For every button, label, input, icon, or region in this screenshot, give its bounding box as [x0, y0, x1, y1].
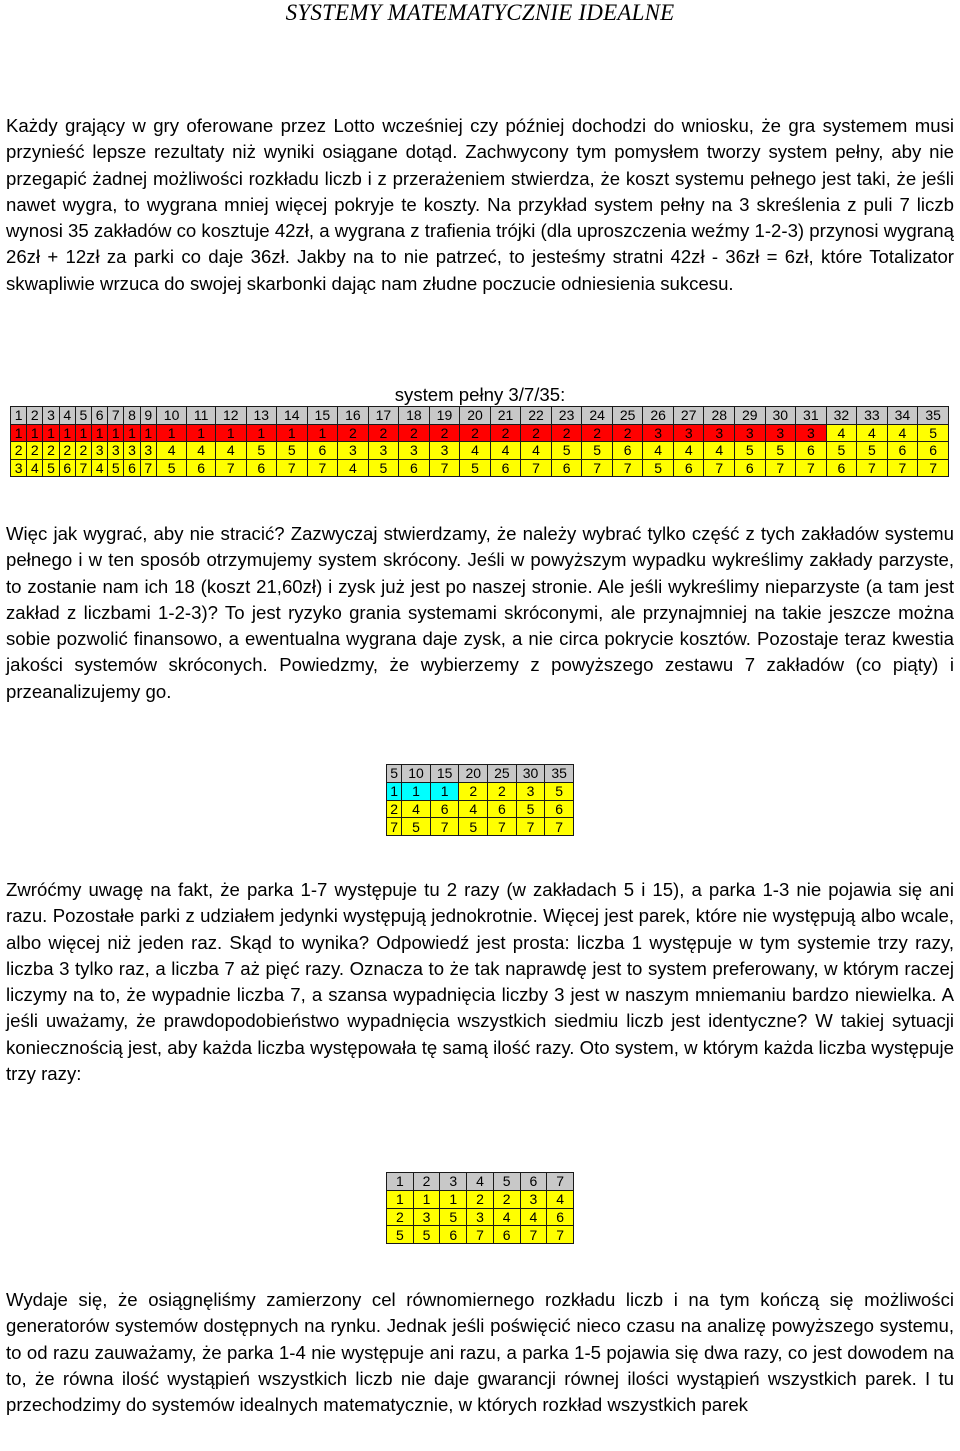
- table-row: [387, 1226, 574, 1244]
- table-cell: 1: [108, 424, 124, 442]
- table-cell: 7: [467, 1226, 494, 1244]
- table-cell: 2: [551, 424, 582, 442]
- table-cell: 2: [338, 424, 369, 442]
- table-cell: 6: [490, 459, 521, 477]
- header-cell: 2: [413, 1173, 440, 1191]
- table-cell: 6: [796, 442, 827, 460]
- table-cell: 1: [124, 424, 140, 442]
- analysis-paragraph: Zwróćmy uwagę na fakt, że parka 1-7 występuje tu 2 razy (w zakładach 5 i 15), a parka 1-3 nie pojawia się ani razu. Pozostałe parki z udziałem jedynki występują jednokrotnie. Więcej jest parek, które nie występują albo wcale, albo więcej niż jeden raz. Skąd to wynika? Odpowiedź jest prosta: liczba 1 występuje w tym systemie trzy razy, liczba 3 tylko raz, a liczba 7 aż pięć razy. Oznacza to że tak naprawdę jest to system preferowany, w którym raczej liczymy na to, że wypadnie liczba 7, a szansa wypadnięcia liczby 3 jest w naszym mniemaniu bardzo niewielka. A jeśli uważamy, że prawdopodobieństwo wypadnięcia wszystkich siedmiu liczb jest identyczne? W takiej sytuacji koniecznością jest, aby każda liczba występowała tę samą ilość razy. Oto system, w którym każda liczba występuje trzy razy:: [6, 879, 954, 1085]
- table-cell: 1: [387, 1190, 414, 1208]
- table-cell: 4: [520, 1208, 547, 1226]
- table-cell: 1: [92, 424, 108, 442]
- table-cell: 1: [307, 424, 338, 442]
- header-cell: 5: [75, 407, 91, 425]
- table-cell: 6: [430, 800, 459, 818]
- table-cell: 4: [490, 442, 521, 460]
- header-cell: 20: [459, 765, 488, 783]
- table-cell: 4: [460, 442, 491, 460]
- table-cell: 7: [887, 459, 918, 477]
- header-cell: 5: [493, 1173, 520, 1191]
- table-cell: 5: [413, 1226, 440, 1244]
- table-cell: 4: [547, 1190, 574, 1208]
- header-row: [387, 765, 574, 783]
- header-cell: 9: [140, 407, 156, 425]
- full-system-table: [10, 406, 949, 477]
- table-cell: 2: [459, 782, 488, 800]
- table-cell: 7: [765, 459, 796, 477]
- table-cell: 3: [11, 459, 27, 477]
- table-row: [11, 442, 949, 460]
- table-cell: 6: [612, 442, 643, 460]
- table-cell: 4: [459, 800, 488, 818]
- table-cell: 1: [402, 782, 431, 800]
- header-cell: 7: [547, 1173, 574, 1191]
- header-cell: 14: [277, 407, 308, 425]
- intro-paragraph: Każdy grający w gry oferowane przez Lotto wcześniej czy później dochodzi do wniosku, że gra systemem musi przynieść lepsze rezultaty niż wyniki osiągane dotąd. Zachwycony tym pomysłem tworzy system pełny, aby nie przegapić żadnej możliwości rozkładu liczb i z przerażeniem stwierdza, że koszt systemu pełnego jest taki, że jeśli nawet wygra, to wygrana mniej więcej pokryje te koszty. Na przykład system pełny na 3 skreślenia z puli 7 liczb wynosi 35 zakładów co kosztuje 42zł, a wygrana z trafienia trójki (dla uproszczenia weźmy 1-2-3) przynosi wygraną 26zł + 12zł za parki co daje 36zł. Jakby na to nie patrzeć, to jesteśmy stratni 42zł - 36zł = 6zł, które Totalizator skwapliwie wrzuca do swojej skarbonki dając nam złudne poczucie odniesienia sukcesu.: [6, 115, 954, 294]
- header-cell: 6: [92, 407, 108, 425]
- table-cell: 5: [460, 459, 491, 477]
- header-cell: 16: [338, 407, 369, 425]
- header-cell: 15: [430, 765, 459, 783]
- header-cell: 3: [440, 1173, 467, 1191]
- table-cell: 5: [643, 459, 674, 477]
- table-cell: 6: [545, 800, 574, 818]
- table-cell: 1: [215, 424, 246, 442]
- table-cell: 3: [429, 442, 460, 460]
- header-cell: 28: [704, 407, 735, 425]
- table-cell: 2: [460, 424, 491, 442]
- header-cell: 2: [27, 407, 43, 425]
- table-cell: 2: [399, 424, 430, 442]
- table-cell: 5: [545, 782, 574, 800]
- table-cell: 5: [108, 459, 124, 477]
- table-cell: 4: [187, 442, 216, 460]
- sub-system-table: [386, 764, 574, 836]
- header-cell: 11: [187, 407, 216, 425]
- table-cell: 6: [887, 442, 918, 460]
- table-row: [387, 782, 574, 800]
- table-cell: 3: [704, 424, 735, 442]
- table-cell: 7: [520, 1226, 547, 1244]
- header-cell: 3: [43, 407, 59, 425]
- table-cell: 5: [387, 1226, 414, 1244]
- table-cell: 7: [429, 459, 460, 477]
- table-cell: 7: [704, 459, 735, 477]
- header-cell: 30: [516, 765, 545, 783]
- table-cell: 3: [140, 442, 156, 460]
- header-cell: 19: [429, 407, 460, 425]
- table-cell: 6: [187, 459, 216, 477]
- table-cell: 3: [467, 1208, 494, 1226]
- table-cell: 6: [124, 459, 140, 477]
- table-cell: 7: [387, 818, 402, 836]
- header-cell: 5: [387, 765, 402, 783]
- table-cell: 4: [27, 459, 43, 477]
- table-cell: 5: [459, 818, 488, 836]
- table-cell: 1: [59, 424, 75, 442]
- header-cell: 34: [887, 407, 918, 425]
- header-cell: 15: [307, 407, 338, 425]
- table-row: [387, 1208, 574, 1226]
- table-cell: 7: [277, 459, 308, 477]
- header-cell: 33: [857, 407, 888, 425]
- conclusion-paragraph: Wydaje się, że osiągnęliśmy zamierzony cel równomiernego rozkładu liczb i na tym kończą się możliwości generatorów systemów dostępnych na rynku. Jednak jeśli poświęcić nieco czasu na analizę powyższego systemu, to od razu zauważamy, że parka 1-4 nie występuje ani razu, a parka 1-5 pojawia się dwa razy, co jest dowodem na to, że równa ilość wystąpień wszystkich liczb nie daje gwarancji równej ilości wystąpień wszystkich parek. I tu przechodzimy do systemów idealnych matematycznie, w których rozkład wszystkich parek: [6, 1289, 954, 1416]
- table-cell: 7: [547, 1226, 574, 1244]
- table-cell: 6: [551, 459, 582, 477]
- table-cell: 7: [796, 459, 827, 477]
- table-cell: 1: [440, 1190, 467, 1208]
- header-cell: 20: [460, 407, 491, 425]
- table-cell: 3: [399, 442, 430, 460]
- table-cell: 5: [551, 442, 582, 460]
- table-cell: 6: [399, 459, 430, 477]
- table-cell: 1: [430, 782, 459, 800]
- table-cell: 7: [612, 459, 643, 477]
- table-cell: 2: [490, 424, 521, 442]
- header-cell: 22: [521, 407, 552, 425]
- table-row: [387, 800, 574, 818]
- table-cell: 7: [857, 459, 888, 477]
- table-cell: 4: [826, 424, 857, 442]
- table-cell: 4: [857, 424, 888, 442]
- table-cell: 2: [59, 442, 75, 460]
- table-cell: 2: [11, 442, 27, 460]
- header-cell: 12: [215, 407, 246, 425]
- table-cell: 2: [429, 424, 460, 442]
- table-cell: 7: [521, 459, 552, 477]
- table-cell: 7: [582, 459, 613, 477]
- table-cell: 5: [826, 442, 857, 460]
- table-cell: 2: [521, 424, 552, 442]
- table-cell: 3: [108, 442, 124, 460]
- table-cell: 3: [796, 424, 827, 442]
- header-cell: 30: [765, 407, 796, 425]
- table-cell: 2: [387, 1208, 414, 1226]
- table-cell: 3: [765, 424, 796, 442]
- header-cell: 4: [467, 1173, 494, 1191]
- header-cell: 4: [59, 407, 75, 425]
- table-cell: 3: [413, 1208, 440, 1226]
- table-cell: 7: [307, 459, 338, 477]
- table-cell: 5: [156, 459, 187, 477]
- header-cell: 24: [582, 407, 613, 425]
- header-cell: 10: [402, 765, 431, 783]
- even-system-table: [386, 1172, 574, 1244]
- table-cell: 3: [124, 442, 140, 460]
- table-cell: 2: [582, 424, 613, 442]
- table-cell: 4: [215, 442, 246, 460]
- header-cell: 7: [108, 407, 124, 425]
- header-cell: 13: [246, 407, 277, 425]
- table-cell: 5: [582, 442, 613, 460]
- table-cell: 6: [826, 459, 857, 477]
- table-cell: 1: [140, 424, 156, 442]
- table-cell: 3: [735, 424, 766, 442]
- table-cell: 4: [521, 442, 552, 460]
- header-cell: 26: [643, 407, 674, 425]
- table-cell: 6: [440, 1226, 467, 1244]
- header-cell: 31: [796, 407, 827, 425]
- table-cell: 3: [92, 442, 108, 460]
- table-cell: 5: [765, 442, 796, 460]
- header-row: [11, 407, 949, 425]
- table-cell: 2: [43, 442, 59, 460]
- table-cell: 6: [493, 1226, 520, 1244]
- table-cell: 6: [488, 800, 517, 818]
- header-row: [387, 1173, 574, 1191]
- table-cell: 1: [43, 424, 59, 442]
- short-system-paragraph: Więc jak wygrać, aby nie stracić? Zazwyczaj stwierdzamy, że należy wybrać tylko część z tych zakładów systemu pełnego i w ten sposób otrzymujemy system skrócony. Jeśli w powyższym wypadku wykreślimy zakłady parzyste, to zostanie nam ich 18 (koszt 21,60zł) i zysk już jest po naszej stronie. Ale jeśli wykreślimy nieparzyste (a tam jest zakład z liczbami 1-2-3)? To jest ryzyko grania systemami skróconymi, ale przynajmniej na takie jeszcze można sobie pozwolić finansowo, a ewentualna wygrana daje zysk, a nie circa pokrycie kosztów. Pozostaje teraz kwestia jakości systemów skróconych. Powiedzmy, że wybierzemy z powyższego zestawu 7 zakładów (co piąty) i przeanalizujemy go.: [6, 523, 954, 702]
- header-cell: 29: [735, 407, 766, 425]
- table-cell: 6: [59, 459, 75, 477]
- table-cell: 1: [11, 424, 27, 442]
- table-cell: 4: [402, 800, 431, 818]
- table-row: [387, 1190, 574, 1208]
- header-cell: 25: [488, 765, 517, 783]
- header-cell: 1: [11, 407, 27, 425]
- header-cell: 23: [551, 407, 582, 425]
- table-cell: 5: [440, 1208, 467, 1226]
- table-cell: 5: [43, 459, 59, 477]
- table-cell: 1: [187, 424, 216, 442]
- table-cell: 4: [493, 1208, 520, 1226]
- table-cell: 2: [27, 442, 43, 460]
- header-cell: 25: [612, 407, 643, 425]
- header-cell: 21: [490, 407, 521, 425]
- table-cell: 7: [488, 818, 517, 836]
- table-cell: 3: [516, 782, 545, 800]
- table-cell: 1: [413, 1190, 440, 1208]
- header-cell: 35: [545, 765, 574, 783]
- header-cell: 35: [918, 407, 949, 425]
- table-cell: 2: [368, 424, 399, 442]
- page-title: SYSTEMY MATEMATYCZNIE IDEALNE: [285, 0, 675, 25]
- table-cell: 5: [402, 818, 431, 836]
- table-cell: 4: [338, 459, 369, 477]
- table-cell: 7: [75, 459, 91, 477]
- header-cell: 18: [399, 407, 430, 425]
- table-cell: 7: [918, 459, 949, 477]
- header-cell: 27: [673, 407, 704, 425]
- header-cell: 17: [368, 407, 399, 425]
- table-cell: 5: [735, 442, 766, 460]
- table-cell: 7: [545, 818, 574, 836]
- table-row: [11, 424, 949, 442]
- table-cell: 4: [156, 442, 187, 460]
- table-cell: 1: [27, 424, 43, 442]
- table-cell: 3: [520, 1190, 547, 1208]
- table-row: [11, 459, 949, 477]
- table-cell: 5: [918, 424, 949, 442]
- table-cell: 3: [643, 424, 674, 442]
- table-cell: 3: [673, 424, 704, 442]
- table-cell: 6: [918, 442, 949, 460]
- table-cell: 4: [673, 442, 704, 460]
- table-cell: 6: [735, 459, 766, 477]
- table-cell: 7: [516, 818, 545, 836]
- table-cell: 4: [887, 424, 918, 442]
- table-cell: 5: [368, 459, 399, 477]
- table-cell: 6: [307, 442, 338, 460]
- table-cell: 2: [75, 442, 91, 460]
- table-cell: 5: [857, 442, 888, 460]
- table-cell: 4: [92, 459, 108, 477]
- header-cell: 8: [124, 407, 140, 425]
- header-cell: 6: [520, 1173, 547, 1191]
- table-cell: 5: [246, 442, 277, 460]
- header-cell: 1: [387, 1173, 414, 1191]
- table-cell: 6: [246, 459, 277, 477]
- table-cell: 2: [612, 424, 643, 442]
- header-cell: 32: [826, 407, 857, 425]
- table-cell: 3: [338, 442, 369, 460]
- full-system-caption: system pełny 3/7/35:: [394, 384, 566, 405]
- table-cell: 2: [467, 1190, 494, 1208]
- table-cell: 2: [387, 800, 402, 818]
- table-cell: 1: [246, 424, 277, 442]
- table-cell: 4: [643, 442, 674, 460]
- table-cell: 1: [156, 424, 187, 442]
- table-cell: 7: [430, 818, 459, 836]
- header-cell: 10: [156, 407, 187, 425]
- table-cell: 4: [704, 442, 735, 460]
- table-cell: 6: [547, 1208, 574, 1226]
- table-cell: 7: [215, 459, 246, 477]
- table-cell: 2: [493, 1190, 520, 1208]
- table-row: [387, 818, 574, 836]
- table-cell: 6: [673, 459, 704, 477]
- table-cell: 1: [75, 424, 91, 442]
- table-cell: 7: [140, 459, 156, 477]
- table-cell: 5: [277, 442, 308, 460]
- table-cell: 5: [516, 800, 545, 818]
- table-cell: 3: [368, 442, 399, 460]
- table-cell: 1: [387, 782, 402, 800]
- table-cell: 2: [488, 782, 517, 800]
- table-cell: 1: [277, 424, 308, 442]
